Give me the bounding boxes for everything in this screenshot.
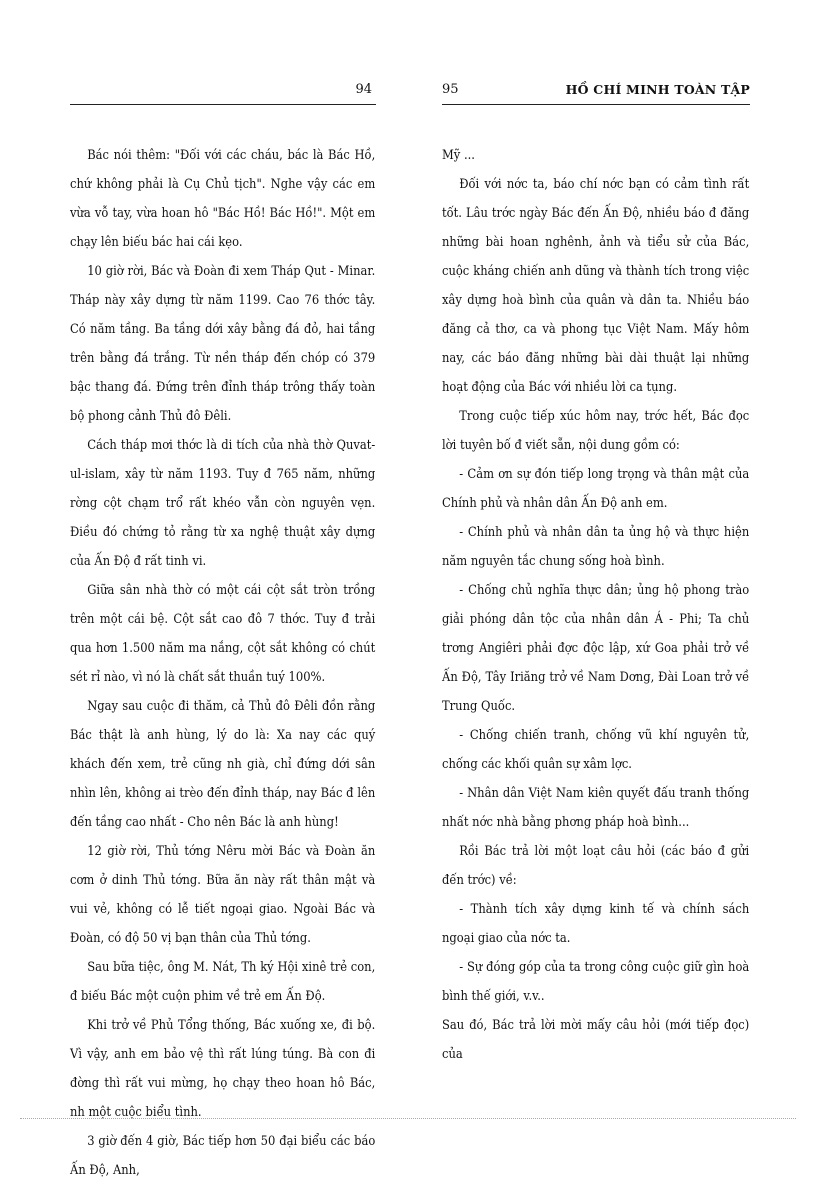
paragraph: - Chống chủ nghĩa thực dân; ủng hộ phong trào giải phóng dân tộc của nhân dân Á - Phi; Ta chủ trơng Angiêri phải đợc độc lập, xứ Goa phải trở về Ấn Độ, Tây Iriăng trở về Nam Dơng, Đài Loan trở về Trung Quốc.: [442, 583, 750, 714]
left-page-body: [70, 141, 375, 1185]
page-number: 94: [355, 82, 372, 97]
paragraph: Giữa sân nhà thờ có một cái cột sắt tròn trồng trên một cái bệ. Cột sắt cao đô 7 thớc. Tuy đ trải qua hơn 1.500 năm ma nắng, cột sắt không có chút sét rỉ nào, vì nó là chất sắt thuần tuý 100%.: [70, 583, 376, 685]
paragraph: Ngay sau cuộc đi thăm, cả Thủ đô Đêli đồn rằng Bác thật là anh hùng, lý do là: Xa nay các quý khách đến xem, trẻ cũng nh già, chỉ đứng dới sân nhìn lên, không ai trèo đến đỉnh tháp, nay Bác đ lên đến tầng cao nhất - Cho nên Bác là anh hùng!: [70, 699, 376, 830]
paragraph: Trong cuộc tiếp xúc hôm nay, trớc hết, Bác đọc lời tuyên bố đ viết sẵn, nội dung gồm có:: [442, 409, 750, 453]
right-page: [442, 0, 750, 1123]
bottom-dotted-rule: [20, 1118, 796, 1119]
paragraph: Đối với nớc ta, báo chí nớc bạn có cảm tình rất tốt. Lâu trớc ngày Bác đến Ấn Độ, nhiều báo đ đăng những bài hoan nghênh, ảnh và tiểu sử của Bác, cuộc kháng chiến anh dũng và thành tích trong việc xây dựng hoà bình của quân và dân ta. Nhiều báo đăng cả thơ, ca và phong tục Việt Nam. Mấy hôm nay, các báo đăng những bài dài thuật lại những hoạt động của Bác với nhiều lời ca tụng.: [442, 177, 750, 395]
right-page-header: [442, 80, 750, 105]
paragraph: 10 giờ rời, Bác và Đoàn đi xem Tháp Qut - Minar. Tháp này xây dựng từ năm 1199. Cao 76 thớc tây. Có năm tầng. Ba tầng dới xây bằng đá đỏ, hai tầng trên bằng đá trắng. Từ nền tháp đến chóp có 379 bậc thang đá. Đứng trên đỉnh tháp trông thấy toàn bộ phong cảnh Thủ đô Đêli.: [70, 264, 376, 424]
paragraph: Bác nói thêm: "Đối với các cháu, bác là Bác Hồ, chứ không phải là Cụ Chủ tịch". Nghe vậy các em vừa vỗ tay, vừa hoan hô "Bác Hồ! Bác Hồ!". Một em chạy lên biếu bác hai cái kẹo.: [70, 148, 376, 250]
paragraph: - Nhân dân Việt Nam kiên quyết đấu tranh thống nhất nớc nhà bằng phơng pháp hoà bình...: [442, 786, 750, 830]
page-number: 95: [442, 82, 459, 97]
paragraph: - Cảm ơn sự đón tiếp long trọng và thân mật của Chính phủ và nhân dân Ấn Độ anh em.: [442, 467, 750, 511]
paragraph: Sau đó, Bác trả lời mời mấy câu hỏi (mới tiếp đọc) của: [442, 1018, 750, 1062]
paragraph: - Thành tích xây dựng kinh tế và chính sách ngoại giao của nớc ta.: [442, 902, 750, 946]
paragraph: - Sự đóng góp của ta trong công cuộc giữ gìn hoà bình thế giới, v.v..: [442, 960, 750, 1004]
paragraph: 3 giờ đến 4 giờ, Bác tiếp hơn 50 đại biểu các báo Ấn Độ, Anh,: [70, 1134, 376, 1178]
paragraph: Sau bữa tiệc, ông M. Nát, Th ký Hội xinê trẻ con, đ biếu Bác một cuộn phim về trẻ em Ấn Độ.: [70, 960, 376, 1004]
paragraph: - Chính phủ và nhân dân ta ủng hộ và thực hiện năm nguyên tắc chung sống hoà bình.: [442, 525, 750, 569]
right-page-body: [442, 141, 749, 1069]
paragraph: - Chống chiến tranh, chống vũ khí nguyên tử, chống các khối quân sự xâm lợc.: [442, 728, 750, 772]
paragraph: 12 giờ rời, Thủ tớng Nêru mời Bác và Đoàn ăn cơm ở dinh Thủ tớng. Bữa ăn này rất thân mật và vui vẻ, không có lễ tiết ngoại giao. Ngoài Bác và Đoàn, có độ 50 vị bạn thân của Thủ tớng.: [70, 844, 376, 946]
running-title: HỒ CHÍ MINH TOÀN TẬP: [565, 82, 750, 97]
paragraph: Rồi Bác trả lời một loạt câu hỏi (các báo đ gửi đến trớc) về:: [442, 844, 750, 888]
continuation-text: Mỹ ...: [442, 148, 475, 163]
paragraph: Khi trở về Phủ Tổng thống, Bác xuống xe, đi bộ. Vì vậy, anh em bảo vệ thì rất lúng túng. Bà con đi đờng thì rất vui mừng, họ chạy theo hoan hô Bác, nh một cuộc biểu tình.: [70, 1018, 376, 1120]
left-page-header: [70, 80, 376, 105]
left-page: [70, 0, 376, 1178]
paragraph: Cách tháp mơi thớc là di tích của nhà thờ Quvat-ul-islam, xây từ năm 1193. Tuy đ 765 năm, những rờng cột chạm trổ rất khéo vẫn còn nguyên vẹn. Điều đó chứng tỏ rằng từ xa nghệ thuật xây dựng của Ấn Độ đ rất tinh vi.: [70, 438, 376, 569]
